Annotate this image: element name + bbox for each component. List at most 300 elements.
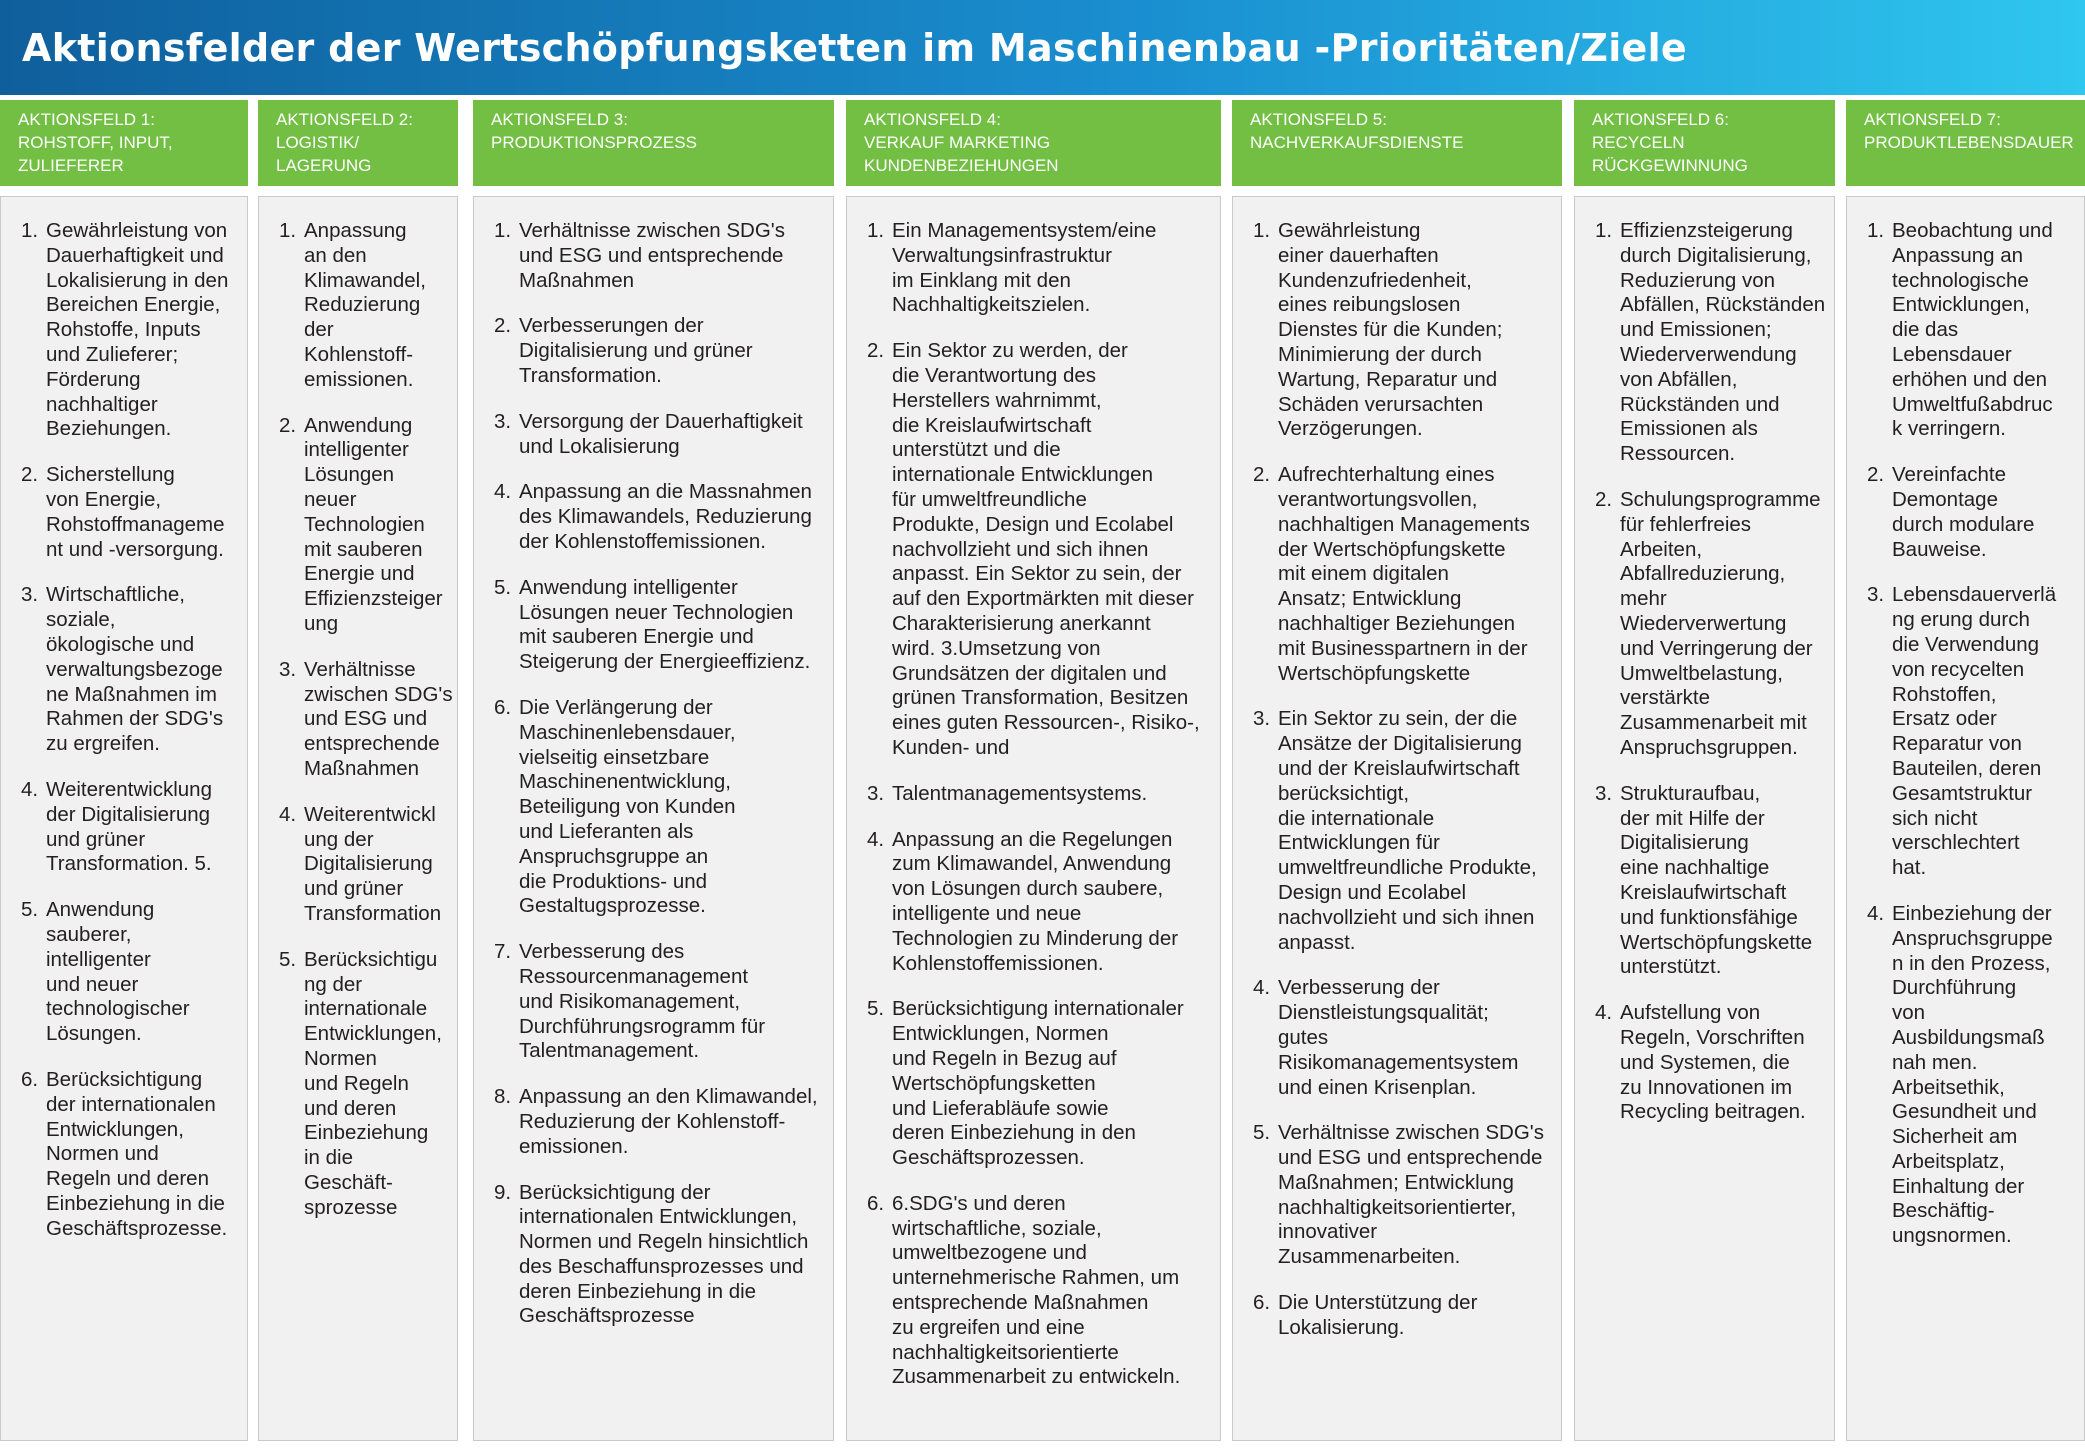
item-number: 6. bbox=[21, 1067, 39, 1091]
item-number: 2. bbox=[279, 413, 297, 437]
item-text-line: Verbesserung der bbox=[1278, 976, 1440, 1000]
item-number: 6. bbox=[1253, 1291, 1271, 1315]
item-text-line: Anpassung an bbox=[1892, 243, 2024, 267]
item-text-line: Ansatz; Entwicklung bbox=[1278, 587, 1462, 611]
item-text-line: Transformation bbox=[304, 901, 442, 925]
item-text-line: Lösungen neuer Technologien bbox=[519, 600, 794, 624]
item-text bbox=[46, 1068, 237, 1242]
item-text-line: Verbesserungen der bbox=[519, 314, 704, 338]
item-text-line: der bbox=[304, 318, 334, 342]
list-item bbox=[21, 898, 237, 1047]
item-text-line: Dauerhaftigkeit und bbox=[46, 243, 224, 267]
item-text-line: Kundenzufriedenheit, bbox=[1278, 268, 1472, 292]
goal-list bbox=[1233, 197, 1561, 1341]
item-text-line: und einen Krisenplan. bbox=[1278, 1075, 1477, 1099]
item-text-line: die internationale bbox=[1278, 806, 1435, 830]
column-header-6 bbox=[1574, 100, 1835, 186]
item-text-line: unternehmerische Rahmen, um bbox=[892, 1266, 1180, 1290]
item-text-line: Digitalisierung bbox=[304, 852, 433, 876]
item-text-line: Wiederverwertung bbox=[1620, 611, 1787, 635]
item-text bbox=[892, 339, 1210, 761]
item-text-line: und deren bbox=[304, 1096, 397, 1120]
item-text-line: Zusammenarbeit zu entwickeln. bbox=[892, 1365, 1181, 1389]
item-number: 5. bbox=[867, 997, 885, 1021]
item-number: 4. bbox=[1867, 901, 1885, 925]
item-number: 3. bbox=[1595, 781, 1613, 805]
item-text-line: verwaltungsbezoge bbox=[46, 657, 223, 681]
column-header-line: AKTIONSFELD 1: bbox=[18, 110, 155, 129]
item-text-line: von recycelten bbox=[1892, 657, 2025, 681]
column-body-3 bbox=[473, 196, 834, 1441]
item-text-line: mehr bbox=[1620, 587, 1667, 611]
column-header-line: AKTIONSFELD 7: bbox=[1864, 110, 2001, 129]
item-text bbox=[519, 696, 823, 919]
item-text-line: Talentmanagement. bbox=[519, 1039, 700, 1063]
item-text-line: eine nachhaltige bbox=[1620, 856, 1770, 880]
list-item bbox=[1867, 902, 2074, 1249]
item-text-line: Dienstleistungsqualität; bbox=[1278, 1001, 1489, 1025]
list-item bbox=[494, 696, 823, 919]
item-text-line: ng erung durch bbox=[1892, 608, 2030, 632]
item-text bbox=[892, 997, 1210, 1171]
item-text bbox=[1278, 1121, 1551, 1270]
column-body-5 bbox=[1232, 196, 1562, 1441]
goal-list bbox=[847, 197, 1220, 1390]
item-text bbox=[1892, 902, 2074, 1249]
list-item bbox=[21, 778, 237, 877]
item-text-line: Anspruchsgruppen. bbox=[1620, 735, 1798, 759]
item-text-line: Die Verlängerung der bbox=[519, 695, 713, 719]
item-text-line: Einbeziehung bbox=[304, 1121, 429, 1145]
item-text-line: vielseitig einsetzbare bbox=[519, 745, 710, 769]
column-header-line: ROHSTOFF, INPUT, bbox=[18, 133, 173, 152]
item-text-line: und Emissionen; bbox=[1620, 318, 1772, 342]
item-text-line: Arbeitsplatz, bbox=[1892, 1149, 2005, 1173]
item-text-line: Kunden- und bbox=[892, 735, 1010, 759]
item-text-line: von bbox=[1892, 1001, 1926, 1025]
item-text-line: Transformation. bbox=[519, 363, 662, 387]
item-text-line: nachhaltigen Managements bbox=[1278, 512, 1530, 536]
item-text-line: Kreislaufwirtschaft bbox=[1620, 880, 1787, 904]
item-text-line: Minimierung der durch bbox=[1278, 342, 1482, 366]
item-text-line: Entwicklungen, bbox=[304, 1022, 442, 1046]
item-number: 6. bbox=[494, 695, 512, 719]
item-text bbox=[1278, 707, 1551, 955]
item-text bbox=[892, 219, 1210, 318]
item-text-line: Maßnahmen; Entwicklung bbox=[1278, 1170, 1514, 1194]
item-text-line: die Verwendung bbox=[1892, 632, 2040, 656]
item-text-line: Verwaltungsinfrastruktur bbox=[892, 243, 1112, 267]
item-text-line: Anwendung bbox=[304, 413, 413, 437]
item-text bbox=[519, 940, 823, 1064]
item-text-line: Beteiligung von Kunden bbox=[519, 795, 736, 819]
list-item bbox=[867, 339, 1210, 761]
item-text bbox=[519, 1085, 823, 1159]
column-header-line: PRODUKTLEBENSDAUER bbox=[1864, 133, 2074, 152]
item-text-line: entsprechende Maßnahmen bbox=[892, 1291, 1149, 1315]
item-text-line: der Wertschöpfungskette bbox=[1278, 537, 1506, 561]
item-text-line: der Kohlenstoffemissionen. bbox=[519, 529, 766, 553]
item-number: 4. bbox=[494, 480, 512, 504]
item-text-line: einer dauerhaften bbox=[1278, 243, 1439, 267]
item-text-line: Ansätze der Digitalisierung bbox=[1278, 732, 1522, 756]
item-text bbox=[1278, 976, 1551, 1100]
item-text-line: für fehlerfreies bbox=[1620, 512, 1752, 536]
item-text-line: Schulungsprogramme bbox=[1620, 487, 1821, 511]
item-text-line: und Lieferanten als bbox=[519, 819, 694, 843]
item-text-line: Wartung, Reparatur und bbox=[1278, 367, 1498, 391]
item-text-line: Grundsätzen der digitalen und bbox=[892, 661, 1167, 685]
item-text-line: Anwendung intelligenter bbox=[519, 575, 738, 599]
item-text-line: Geschäftsprozesse. bbox=[46, 1216, 228, 1240]
item-text-line: Ein Sektor zu werden, der bbox=[892, 339, 1128, 363]
item-text-line: Reparatur von bbox=[1892, 732, 2022, 756]
item-text-line: wird. 3.Umsetzung von bbox=[892, 636, 1101, 660]
column-header-5 bbox=[1232, 100, 1562, 186]
item-text-line: die Kreislaufwirtschaft bbox=[892, 413, 1092, 437]
item-text bbox=[1278, 1291, 1551, 1341]
item-text-line: unterstützt. bbox=[1620, 955, 1722, 979]
item-text-line: deren Einbeziehung in die bbox=[519, 1279, 757, 1303]
item-number: 2. bbox=[1595, 487, 1613, 511]
item-text-line: erhöhen und den bbox=[1892, 367, 2048, 391]
item-text-line: Abfallreduzierung, bbox=[1620, 562, 1786, 586]
item-number: 3. bbox=[867, 781, 885, 805]
column-header-line: RÜCKGEWINNUNG bbox=[1592, 156, 1748, 175]
item-text-line: Anpassung an die Regelungen bbox=[892, 827, 1173, 851]
item-text-line: Rückständen und bbox=[1620, 392, 1780, 416]
item-text-line: Design und Ecolabel bbox=[1278, 880, 1467, 904]
item-text-line: ungsnormen. bbox=[1892, 1224, 2012, 1248]
item-text bbox=[519, 1181, 823, 1330]
item-text-line: Talentmanagementsystems. bbox=[892, 781, 1148, 805]
item-text-line: Umweltfußabdruc bbox=[1892, 392, 2053, 416]
goal-list bbox=[474, 197, 833, 1329]
item-text-line: und grüner bbox=[304, 877, 404, 901]
item-text-line: Anwendung bbox=[46, 898, 155, 922]
item-text-line: mit einem digitalen bbox=[1278, 562, 1449, 586]
item-text-line: Wertschöpfungskette bbox=[1278, 661, 1471, 685]
item-text-line: berücksichtigt, bbox=[1278, 781, 1410, 805]
item-text-line: sprozesse bbox=[304, 1195, 398, 1219]
item-number: 3. bbox=[279, 657, 297, 681]
item-text-line: Normen bbox=[304, 1046, 377, 1070]
item-text-line: Strukturaufbau, bbox=[1620, 781, 1761, 805]
item-text-line: intelligente und neue bbox=[892, 901, 1082, 925]
item-text bbox=[1620, 1001, 1824, 1125]
item-text-line: die das bbox=[1892, 318, 1959, 342]
item-text-line: internationale bbox=[304, 997, 428, 1021]
item-text-line: grünen Transformation, Besitzen bbox=[892, 686, 1189, 710]
item-text-line: Klimawandel, bbox=[304, 268, 426, 292]
column-body-7 bbox=[1846, 196, 2085, 1441]
item-text-line: in die bbox=[304, 1146, 354, 1170]
item-text-line: nachhaltigkeitsorientierte bbox=[892, 1340, 1119, 1364]
item-number: 4. bbox=[1595, 1001, 1613, 1025]
item-text-line: im Einklang mit den bbox=[892, 268, 1071, 292]
item-text bbox=[1620, 782, 1824, 980]
item-text-line: 6.SDG's und deren bbox=[892, 1191, 1066, 1215]
goal-list bbox=[259, 197, 457, 1220]
item-text bbox=[304, 219, 447, 393]
item-number: 1. bbox=[494, 219, 512, 242]
item-text-line: zwischen SDG's bbox=[304, 682, 453, 706]
column-header-4 bbox=[846, 100, 1221, 186]
item-text-line: Anspruchsgruppe bbox=[1892, 926, 2053, 950]
item-text-line: und Verringerung der bbox=[1620, 636, 1813, 660]
item-text-line: Berücksichtigung internationaler bbox=[892, 997, 1184, 1021]
item-text-line: technologischer bbox=[46, 997, 190, 1021]
item-text bbox=[46, 219, 237, 442]
list-item bbox=[279, 948, 447, 1221]
item-text-line: und Regeln bbox=[304, 1071, 409, 1095]
column-body-1 bbox=[0, 196, 248, 1441]
item-text-line: Aufstellung von bbox=[1620, 1001, 1761, 1025]
item-text bbox=[46, 898, 237, 1047]
list-item bbox=[1253, 463, 1551, 686]
item-text-line: umweltfreundliche Produkte, bbox=[1278, 856, 1537, 880]
item-text bbox=[892, 1192, 1210, 1390]
item-text-line: Risikomanagementsystem bbox=[1278, 1050, 1519, 1074]
item-text-line: Arbeiten, bbox=[1620, 537, 1703, 561]
item-text-line: Wertschöpfungsketten bbox=[892, 1071, 1096, 1095]
item-text-line: Einbeziehung der bbox=[1892, 901, 2052, 925]
list-item bbox=[494, 1181, 823, 1330]
item-text bbox=[519, 314, 823, 388]
item-text-line: Sicherstellung bbox=[46, 463, 175, 487]
item-number: 1. bbox=[1867, 219, 1885, 242]
item-text-line: und ESG und entsprechende bbox=[519, 243, 784, 267]
item-text-line: Geschäft- bbox=[304, 1170, 393, 1194]
item-text-line: Beziehungen. bbox=[46, 417, 172, 441]
list-item bbox=[21, 463, 237, 562]
item-text bbox=[46, 463, 237, 562]
item-text-line: Gewährleistung bbox=[1278, 219, 1421, 242]
list-item bbox=[867, 1192, 1210, 1390]
item-text bbox=[1278, 219, 1551, 442]
list-item bbox=[279, 414, 447, 637]
item-text-line: Herstellers wahrnimmt, bbox=[892, 388, 1102, 412]
item-text-line: von Lösungen durch saubere, bbox=[892, 877, 1164, 901]
item-text-line: Versorgung der Dauerhaftigkeit bbox=[519, 409, 803, 433]
column-header-line: PRODUKTIONSPROZESS bbox=[491, 133, 697, 152]
item-text-line: und Systemen, die bbox=[1620, 1050, 1790, 1074]
item-text-line: Entwicklungen für bbox=[1278, 831, 1440, 855]
item-text bbox=[304, 803, 447, 927]
item-text bbox=[1892, 583, 2074, 881]
item-text-line: Maschinenentwicklung, bbox=[519, 770, 731, 794]
item-text-line: Verzögerungen. bbox=[1278, 417, 1423, 441]
item-text-line: Rohstoffen, bbox=[1892, 682, 1997, 706]
item-text-line: verstärkte bbox=[1620, 686, 1710, 710]
item-text-line: Maßnahmen bbox=[519, 268, 635, 292]
item-text-line: intelligenter bbox=[46, 947, 151, 971]
item-text-line: internationale Entwicklungen bbox=[892, 463, 1153, 487]
list-item bbox=[867, 219, 1210, 318]
item-text bbox=[1620, 488, 1824, 761]
item-text-line: wirtschaftliche, soziale, bbox=[892, 1216, 1102, 1240]
item-text bbox=[892, 782, 1210, 807]
item-text-line: Lebensdauer bbox=[1892, 342, 2012, 366]
item-text-line: Normen und Regeln hinsichtlich bbox=[519, 1230, 809, 1254]
item-text-line: emissionen. bbox=[304, 367, 414, 391]
item-text-line: verantwortungsvollen, bbox=[1278, 487, 1478, 511]
goal-list bbox=[1, 197, 247, 1241]
item-text-line: Charakterisierung anerkannt bbox=[892, 611, 1151, 635]
item-text-line: verschlechtert bbox=[1892, 831, 2020, 855]
column-header-7 bbox=[1846, 100, 2085, 186]
list-item bbox=[1595, 1001, 1824, 1125]
item-text-line: eines reibungslosen bbox=[1278, 293, 1461, 317]
list-item bbox=[494, 219, 823, 293]
item-number: 5. bbox=[494, 575, 512, 599]
list-item bbox=[1595, 219, 1824, 467]
item-text-line: Arbeitsethik, bbox=[1892, 1075, 2005, 1099]
item-text-line: ne Maßnahmen im bbox=[46, 682, 217, 706]
item-text-line: zu Innovationen im bbox=[1620, 1075, 1793, 1099]
list-item bbox=[494, 1085, 823, 1159]
item-text-line: nachvollzieht und sich ihnen bbox=[1278, 905, 1535, 929]
item-text-line: Ausbildungsmaß bbox=[1892, 1025, 2045, 1049]
list-item bbox=[494, 314, 823, 388]
column-header-line: LOGISTIK/ LAGERUNG bbox=[276, 133, 372, 175]
item-text-line: Entwicklungen, bbox=[1892, 293, 2030, 317]
item-text-line: und funktionsfähige bbox=[1620, 905, 1798, 929]
column-body-4 bbox=[846, 196, 1221, 1441]
item-text-line: Lokalisierung in den bbox=[46, 268, 229, 292]
item-text bbox=[519, 219, 823, 293]
item-text-line: Demontage bbox=[1892, 487, 1998, 511]
item-number: 2. bbox=[1867, 463, 1885, 487]
item-text-line: und ESG und entsprechende bbox=[1278, 1146, 1543, 1170]
item-text-line: Maschinenlebensdauer, bbox=[519, 720, 736, 744]
list-item bbox=[1253, 1291, 1551, 1341]
item-text bbox=[1278, 463, 1551, 686]
item-text-line: Beschäftig- bbox=[1892, 1199, 1995, 1223]
list-item bbox=[867, 997, 1210, 1171]
item-text-line: sauberer, bbox=[46, 922, 132, 946]
item-text-line: Energie und bbox=[304, 562, 415, 586]
item-number: 2. bbox=[494, 314, 512, 338]
item-text-line: Einbeziehung in die bbox=[46, 1191, 225, 1215]
item-text bbox=[1892, 463, 2074, 562]
item-text-line: technologische bbox=[1892, 268, 2029, 292]
item-text-line: Technologien zu Minderung der bbox=[892, 926, 1179, 950]
item-text-line: Abfällen, Rückständen bbox=[1620, 293, 1826, 317]
item-text-line: Anspruchsgruppe an bbox=[519, 844, 709, 868]
column-header-line: AKTIONSFELD 6: bbox=[1592, 110, 1729, 129]
list-item bbox=[279, 657, 453, 782]
list-item bbox=[494, 480, 823, 554]
item-text-line: Gestaltugsprozesse. bbox=[519, 894, 706, 918]
item-text-line: Steigerung der Energieeffizienz. bbox=[519, 650, 811, 674]
item-text-line: von Abfällen, bbox=[1620, 367, 1738, 391]
item-text-line: ng der bbox=[304, 972, 363, 996]
item-text-line: anpasst. bbox=[1278, 930, 1356, 954]
list-item bbox=[279, 219, 447, 393]
item-text-line: und Regeln in Bezug auf bbox=[892, 1046, 1117, 1070]
item-text-line: der internationalen bbox=[46, 1092, 216, 1116]
item-text-line: Rohstoffe, Inputs bbox=[46, 318, 201, 342]
item-text-line: Lokalisierung. bbox=[1278, 1315, 1405, 1339]
list-item bbox=[1595, 488, 1824, 761]
item-number: 5. bbox=[1253, 1121, 1271, 1145]
item-number: 4. bbox=[279, 802, 297, 826]
item-text-line: Wiederverwendung bbox=[1620, 342, 1797, 366]
item-text-line: deren Einbeziehung in den bbox=[892, 1121, 1136, 1145]
item-text-line: ökologische und bbox=[46, 632, 195, 656]
goal-list bbox=[1847, 197, 2084, 1249]
list-item bbox=[1253, 707, 1551, 955]
item-number: 7. bbox=[494, 940, 512, 964]
page-title: Aktionsfelder der Wertschöpfungsketten im Maschinenbau -Prioritäten/Ziele bbox=[22, 25, 1687, 70]
item-text-line: unterstützt und die bbox=[892, 438, 1061, 462]
item-text-line: Gesamtstruktur bbox=[1892, 781, 2033, 805]
item-text-line: Die Unterstützung der bbox=[1278, 1291, 1478, 1315]
item-text-line: anpasst. Ein Sektor zu sein, der bbox=[892, 562, 1182, 586]
item-text-line: intelligenter bbox=[304, 438, 409, 462]
item-text-line: mit Businesspartnern in der bbox=[1278, 636, 1528, 660]
item-text-line: an den bbox=[304, 243, 367, 267]
title-bar bbox=[0, 0, 2085, 95]
item-text-line: Beobachtung und bbox=[1892, 219, 2053, 242]
item-number: 1. bbox=[1253, 219, 1271, 242]
item-text bbox=[1620, 219, 1825, 467]
item-text-line: und Risikomanagement, bbox=[519, 989, 741, 1013]
column-header-line: VERKAUF MARKETING bbox=[864, 133, 1051, 152]
item-text-line: Gewährleistung von bbox=[46, 219, 228, 242]
item-text bbox=[519, 576, 823, 675]
item-text-line: Bereichen Energie, bbox=[46, 293, 221, 317]
item-text-line: von Energie, bbox=[46, 487, 162, 511]
item-text-line: und Lieferabläufe sowie bbox=[892, 1096, 1109, 1120]
item-text-line: Weiterentwicklung bbox=[46, 777, 212, 801]
item-text bbox=[304, 658, 453, 782]
column-header-line: AKTIONSFELD 3: bbox=[491, 110, 628, 129]
column-header-2 bbox=[258, 100, 458, 186]
item-text-line: Reduzierung bbox=[304, 293, 421, 317]
column-header-line: AKTIONSFELD 5: bbox=[1250, 110, 1387, 129]
list-item bbox=[494, 576, 823, 675]
item-text-line: nachhaltiger bbox=[46, 392, 158, 416]
item-text-line: Maßnahmen bbox=[304, 756, 420, 780]
item-number: 1. bbox=[279, 219, 297, 242]
item-text-line: Lösungen bbox=[304, 463, 395, 487]
item-text-line: auf den Exportmärkten mit dieser bbox=[892, 587, 1194, 611]
list-item bbox=[21, 219, 237, 442]
item-text bbox=[304, 948, 447, 1221]
item-text-line: Aufrechterhaltung eines bbox=[1278, 463, 1495, 487]
item-text-line: zum Klimawandel, Anwendung bbox=[892, 852, 1172, 876]
item-text-line: Effizienzsteiger bbox=[304, 587, 443, 611]
item-text-line: nachvollzieht und sich ihnen bbox=[892, 537, 1149, 561]
item-text-line: und Zulieferer; bbox=[46, 342, 179, 366]
item-text-line: Effizienzsteigerung bbox=[1620, 219, 1793, 242]
list-item bbox=[1253, 1121, 1551, 1270]
item-text-line: sich nicht bbox=[1892, 806, 1978, 830]
item-text-line: Ersatz oder bbox=[1892, 707, 1997, 731]
item-text-line: soziale, bbox=[46, 608, 116, 632]
item-text-line: Ein Sektor zu sein, der die bbox=[1278, 707, 1518, 731]
item-text bbox=[304, 414, 447, 637]
item-text-line: Durchführungsrogramm für bbox=[519, 1014, 766, 1038]
item-text-line: Wirtschaftliche, bbox=[46, 583, 185, 607]
item-text-line: und Lokalisierung bbox=[519, 434, 680, 458]
item-number: 5. bbox=[279, 947, 297, 971]
item-text-line: Bauweise. bbox=[1892, 537, 1987, 561]
column-header-line: ZULIEFERER bbox=[18, 156, 124, 175]
item-text-line: neuer bbox=[304, 487, 357, 511]
